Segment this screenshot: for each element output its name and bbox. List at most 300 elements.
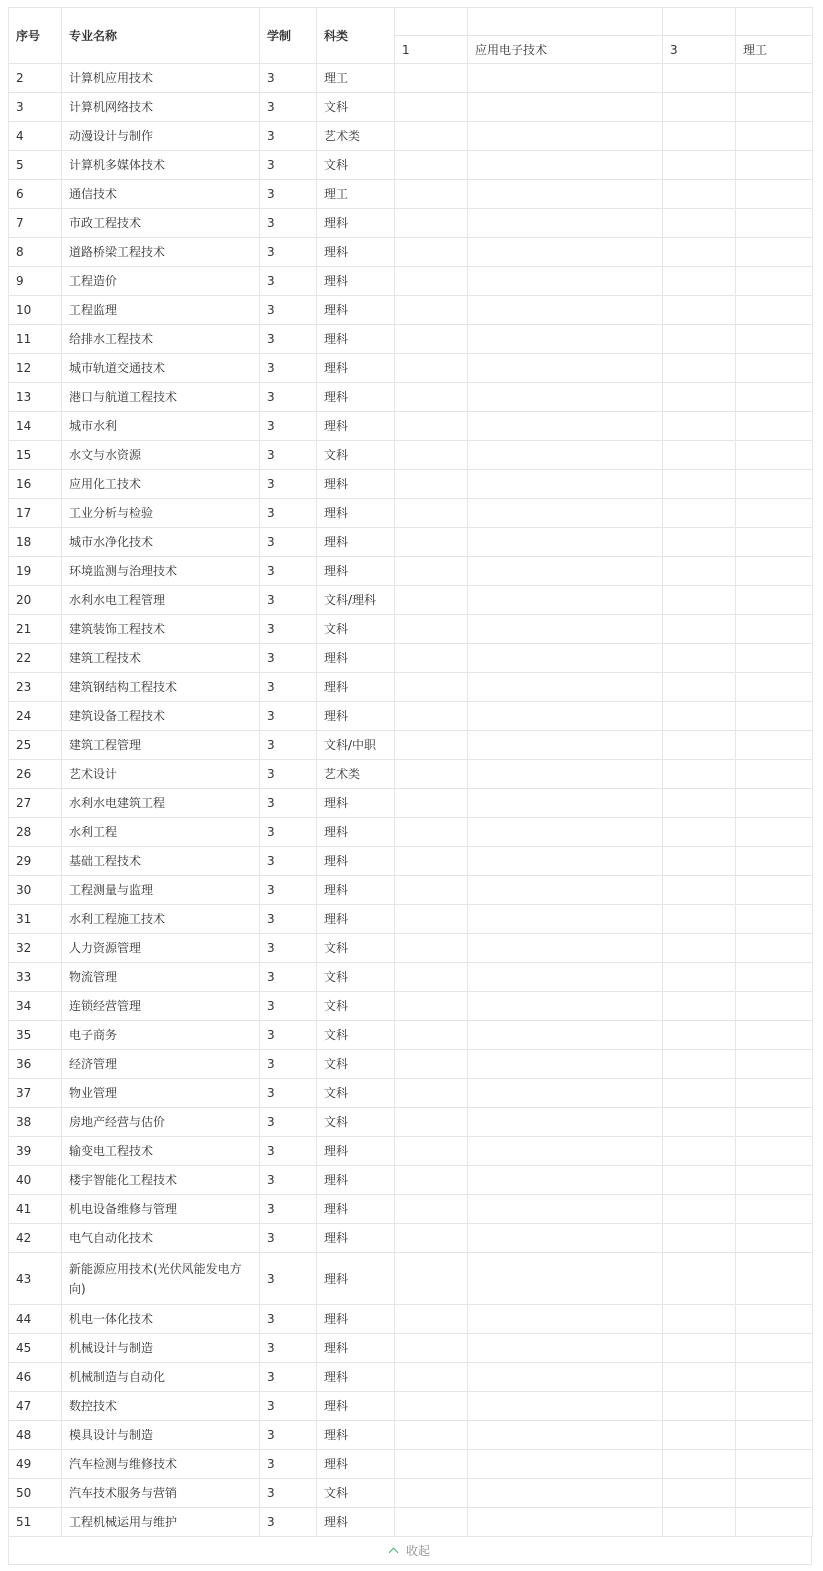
cell-no: 7 <box>9 209 62 238</box>
cell-category: 文科 <box>317 963 395 992</box>
cell-category: 文科/中职 <box>317 731 395 760</box>
empty-cell <box>468 1079 663 1108</box>
empty-cell <box>736 615 813 644</box>
table-row <box>9 876 813 905</box>
collapse-label: 收起 <box>405 1543 430 1558</box>
empty-cell <box>736 296 813 325</box>
table-row <box>9 325 813 354</box>
table-row <box>9 760 813 789</box>
empty-cell <box>736 1508 813 1537</box>
cell-name: 基础工程技术 <box>62 847 260 876</box>
cell-no: 45 <box>9 1334 62 1363</box>
majors-table-wrapper <box>8 7 812 1537</box>
empty-cell <box>468 238 663 267</box>
empty-cell <box>736 93 813 122</box>
table-row <box>9 354 813 383</box>
empty-cell <box>736 1166 813 1195</box>
empty-cell <box>663 1166 736 1195</box>
empty-cell <box>395 992 468 1021</box>
table-row <box>9 180 813 209</box>
cell-category: 理科 <box>317 557 395 586</box>
empty-cell <box>736 354 813 383</box>
empty-cell <box>395 847 468 876</box>
empty-cell <box>395 180 468 209</box>
empty-cell <box>468 1224 663 1253</box>
table-row <box>9 383 813 412</box>
cell-no: 2 <box>9 64 62 93</box>
cell-years: 3 <box>260 1392 317 1421</box>
cell-name: 城市水净化技术 <box>62 528 260 557</box>
cell-years: 3 <box>260 1021 317 1050</box>
empty-cell <box>395 209 468 238</box>
empty-cell <box>663 1253 736 1305</box>
cell-no: 3 <box>9 93 62 122</box>
empty-cell <box>395 1363 468 1392</box>
empty-cell <box>468 1450 663 1479</box>
empty-cell <box>736 441 813 470</box>
table-row <box>9 1253 813 1305</box>
cell-years: 3 <box>260 354 317 383</box>
cell-category: 理科 <box>317 499 395 528</box>
cell-years: 3 <box>260 1253 317 1305</box>
cell-years: 3 <box>260 1479 317 1508</box>
empty-cell <box>736 1305 813 1334</box>
cell-years: 3 <box>260 1108 317 1137</box>
empty-cell <box>663 615 736 644</box>
empty-cell <box>663 1334 736 1363</box>
empty-cell <box>468 557 663 586</box>
empty-cell <box>395 905 468 934</box>
empty-cell <box>395 1050 468 1079</box>
cell-name: 建筑工程管理 <box>62 731 260 760</box>
empty-cell <box>736 122 813 151</box>
empty-cell <box>395 789 468 818</box>
empty-cell <box>736 1392 813 1421</box>
cell-no: 35 <box>9 1021 62 1050</box>
cell-years: 3 <box>260 1450 317 1479</box>
empty-cell <box>468 1479 663 1508</box>
empty-cell <box>468 1421 663 1450</box>
empty-cell <box>736 557 813 586</box>
cell-years: 3 <box>260 557 317 586</box>
cell-years: 3 <box>260 789 317 818</box>
header-years: 学制 <box>260 8 317 64</box>
cell-years: 3 <box>260 1079 317 1108</box>
empty-cell <box>395 93 468 122</box>
empty-cell <box>736 325 813 354</box>
cell-category: 文科 <box>317 151 395 180</box>
cell-years: 3 <box>260 615 317 644</box>
empty-cell <box>663 1108 736 1137</box>
cell-category: 理科 <box>317 876 395 905</box>
cell-name: 给排水工程技术 <box>62 325 260 354</box>
empty-cell <box>395 8 468 36</box>
empty-cell <box>736 1479 813 1508</box>
cell-years: 3 <box>260 731 317 760</box>
empty-cell <box>736 412 813 441</box>
cell-category: 文科 <box>317 1479 395 1508</box>
empty-cell <box>736 1195 813 1224</box>
cell-name: 机电一体化技术 <box>62 1305 260 1334</box>
empty-cell <box>736 847 813 876</box>
cell-name: 应用化工技术 <box>62 470 260 499</box>
empty-cell <box>663 180 736 209</box>
table-row <box>9 934 813 963</box>
cell-no: 26 <box>9 760 62 789</box>
cell-no: 33 <box>9 963 62 992</box>
empty-cell <box>395 354 468 383</box>
table-row <box>9 151 813 180</box>
cell-category: 文科 <box>317 1079 395 1108</box>
table-row <box>9 1079 813 1108</box>
empty-cell <box>395 1224 468 1253</box>
empty-cell <box>736 586 813 615</box>
empty-cell <box>663 1508 736 1537</box>
cell-no: 18 <box>9 528 62 557</box>
cell-years: 3 <box>260 1050 317 1079</box>
cell-name: 房地产经营与估价 <box>62 1108 260 1137</box>
cell-name: 艺术设计 <box>62 760 260 789</box>
cell-name: 建筑设备工程技术 <box>62 702 260 731</box>
empty-cell <box>395 238 468 267</box>
empty-cell <box>468 1021 663 1050</box>
cell-category: 理科 <box>317 1421 395 1450</box>
table-row <box>9 992 813 1021</box>
empty-cell <box>395 1479 468 1508</box>
empty-cell <box>395 1392 468 1421</box>
cell-name: 水利工程 <box>62 818 260 847</box>
cell-no: 19 <box>9 557 62 586</box>
empty-cell <box>468 64 663 93</box>
cell-name: 应用电子技术 <box>468 36 663 64</box>
table-row <box>9 789 813 818</box>
empty-cell <box>736 673 813 702</box>
cell-no: 28 <box>9 818 62 847</box>
empty-cell <box>736 180 813 209</box>
table-row <box>9 1224 813 1253</box>
cell-name: 新能源应用技术(光伏风能发电方向) <box>62 1253 260 1305</box>
cell-no: 49 <box>9 1450 62 1479</box>
empty-cell <box>736 644 813 673</box>
chevron-up-icon <box>389 1547 399 1557</box>
empty-cell <box>663 151 736 180</box>
empty-cell <box>468 1363 663 1392</box>
table-row <box>9 557 813 586</box>
empty-cell <box>663 209 736 238</box>
cell-category: 文科 <box>317 1021 395 1050</box>
cell-years: 3 <box>260 383 317 412</box>
cell-category: 文科 <box>317 1050 395 1079</box>
cell-years: 3 <box>260 1363 317 1392</box>
cell-name: 通信技术 <box>62 180 260 209</box>
cell-category: 理科 <box>317 1334 395 1363</box>
cell-category: 文科/理科 <box>317 586 395 615</box>
empty-cell <box>736 934 813 963</box>
cell-years: 3 <box>260 238 317 267</box>
cell-name: 水文与水资源 <box>62 441 260 470</box>
cell-category: 理科 <box>317 412 395 441</box>
cell-years: 3 <box>260 905 317 934</box>
cell-category: 文科 <box>317 1108 395 1137</box>
empty-cell <box>736 789 813 818</box>
empty-cell <box>468 760 663 789</box>
cell-name: 动漫设计与制作 <box>62 122 260 151</box>
table-row <box>9 963 813 992</box>
cell-years: 3 <box>260 992 317 1021</box>
collapse-button[interactable] <box>8 1536 812 1565</box>
table-row <box>9 1363 813 1392</box>
empty-cell <box>395 151 468 180</box>
empty-cell <box>736 1137 813 1166</box>
empty-cell <box>395 1108 468 1137</box>
empty-cell <box>663 644 736 673</box>
cell-name: 建筑钢结构工程技术 <box>62 673 260 702</box>
empty-cell <box>395 296 468 325</box>
table-row <box>9 615 813 644</box>
empty-cell <box>663 963 736 992</box>
cell-category: 理工 <box>317 180 395 209</box>
table-row <box>9 93 813 122</box>
cell-years: 3 <box>260 818 317 847</box>
cell-no: 25 <box>9 731 62 760</box>
cell-name: 物流管理 <box>62 963 260 992</box>
table-row <box>9 1166 813 1195</box>
empty-cell <box>663 296 736 325</box>
empty-cell <box>736 1253 813 1305</box>
table-row <box>9 412 813 441</box>
cell-name: 汽车技术服务与营销 <box>62 1479 260 1508</box>
empty-cell <box>736 1079 813 1108</box>
cell-name: 机械制造与自动化 <box>62 1363 260 1392</box>
cell-years: 3 <box>260 1305 317 1334</box>
empty-cell <box>468 470 663 499</box>
empty-cell <box>395 1195 468 1224</box>
empty-cell <box>468 1334 663 1363</box>
cell-no: 5 <box>9 151 62 180</box>
table-row <box>9 1137 813 1166</box>
empty-cell <box>395 615 468 644</box>
empty-cell <box>468 151 663 180</box>
cell-category: 文科 <box>317 93 395 122</box>
cell-category: 理科 <box>317 1224 395 1253</box>
empty-cell <box>468 267 663 296</box>
empty-cell <box>663 8 736 36</box>
empty-cell <box>663 1305 736 1334</box>
empty-cell <box>736 267 813 296</box>
cell-years: 3 <box>260 441 317 470</box>
cell-years: 3 <box>260 412 317 441</box>
cell-category: 文科 <box>317 992 395 1021</box>
table-row <box>9 731 813 760</box>
empty-cell <box>395 557 468 586</box>
cell-no: 12 <box>9 354 62 383</box>
cell-no: 21 <box>9 615 62 644</box>
cell-no: 50 <box>9 1479 62 1508</box>
empty-cell <box>663 64 736 93</box>
empty-cell <box>395 267 468 296</box>
cell-category: 理科 <box>317 905 395 934</box>
empty-cell <box>663 557 736 586</box>
empty-cell <box>468 818 663 847</box>
cell-no: 51 <box>9 1508 62 1537</box>
cell-years: 3 <box>260 963 317 992</box>
header-category: 科类 <box>317 8 395 64</box>
empty-cell <box>468 93 663 122</box>
table-row <box>9 267 813 296</box>
cell-name: 电气自动化技术 <box>62 1224 260 1253</box>
cell-no: 32 <box>9 934 62 963</box>
cell-category: 理科 <box>317 1137 395 1166</box>
empty-cell <box>468 441 663 470</box>
empty-cell <box>736 238 813 267</box>
empty-cell <box>736 470 813 499</box>
empty-cell <box>395 963 468 992</box>
empty-cell <box>736 731 813 760</box>
empty-cell <box>736 905 813 934</box>
cell-category: 理科 <box>317 847 395 876</box>
empty-cell <box>395 470 468 499</box>
empty-cell <box>468 1508 663 1537</box>
empty-cell <box>468 1253 663 1305</box>
empty-cell <box>663 1450 736 1479</box>
table-row <box>9 1108 813 1137</box>
cell-category: 文科 <box>317 934 395 963</box>
cell-category: 理科 <box>317 1392 395 1421</box>
table-row <box>9 1392 813 1421</box>
empty-cell <box>468 934 663 963</box>
cell-no: 38 <box>9 1108 62 1137</box>
table-body <box>9 8 813 1537</box>
empty-cell <box>395 1334 468 1363</box>
empty-cell <box>395 1079 468 1108</box>
cell-years: 3 <box>260 528 317 557</box>
empty-cell <box>468 1166 663 1195</box>
table-row <box>9 644 813 673</box>
empty-cell <box>395 1253 468 1305</box>
empty-cell <box>736 963 813 992</box>
empty-cell <box>736 992 813 1021</box>
empty-cell <box>663 1195 736 1224</box>
cell-years: 3 <box>260 151 317 180</box>
cell-category: 艺术类 <box>317 760 395 789</box>
cell-name: 连锁经营管理 <box>62 992 260 1021</box>
cell-no: 10 <box>9 296 62 325</box>
cell-category: 理科 <box>317 789 395 818</box>
empty-cell <box>468 354 663 383</box>
empty-cell <box>736 8 813 36</box>
empty-cell <box>395 1166 468 1195</box>
empty-cell <box>736 760 813 789</box>
empty-cell <box>736 1450 813 1479</box>
table-row <box>9 528 813 557</box>
cell-category: 理科 <box>317 702 395 731</box>
empty-cell <box>663 1050 736 1079</box>
empty-cell <box>468 209 663 238</box>
empty-cell <box>736 1021 813 1050</box>
cell-name: 工程测量与监理 <box>62 876 260 905</box>
cell-name: 机电设备维修与管理 <box>62 1195 260 1224</box>
cell-no: 11 <box>9 325 62 354</box>
empty-cell <box>663 1479 736 1508</box>
cell-no: 40 <box>9 1166 62 1195</box>
cell-no: 39 <box>9 1137 62 1166</box>
cell-no: 47 <box>9 1392 62 1421</box>
empty-cell <box>736 1224 813 1253</box>
cell-name: 建筑工程技术 <box>62 644 260 673</box>
cell-years: 3 <box>260 470 317 499</box>
cell-name: 港口与航道工程技术 <box>62 383 260 412</box>
empty-cell <box>395 876 468 905</box>
empty-cell <box>468 615 663 644</box>
empty-cell <box>663 1137 736 1166</box>
cell-no: 41 <box>9 1195 62 1224</box>
cell-name: 工程机械运用与维护 <box>62 1508 260 1537</box>
cell-no: 14 <box>9 412 62 441</box>
empty-cell <box>468 1392 663 1421</box>
cell-no: 34 <box>9 992 62 1021</box>
cell-category: 理科 <box>317 470 395 499</box>
cell-name: 计算机应用技术 <box>62 64 260 93</box>
empty-cell <box>468 992 663 1021</box>
empty-cell <box>468 644 663 673</box>
empty-cell <box>736 383 813 412</box>
empty-cell <box>468 383 663 412</box>
cell-name: 模具设计与制造 <box>62 1421 260 1450</box>
empty-cell <box>395 528 468 557</box>
cell-name: 环境监测与治理技术 <box>62 557 260 586</box>
empty-cell <box>736 209 813 238</box>
empty-cell <box>395 383 468 412</box>
table-row <box>9 499 813 528</box>
cell-years: 3 <box>260 760 317 789</box>
empty-cell <box>663 586 736 615</box>
empty-cell <box>663 876 736 905</box>
cell-years: 3 <box>260 1421 317 1450</box>
empty-cell <box>736 1363 813 1392</box>
empty-cell <box>395 122 468 151</box>
cell-no: 36 <box>9 1050 62 1079</box>
cell-years: 3 <box>260 122 317 151</box>
cell-name: 经济管理 <box>62 1050 260 1079</box>
cell-category: 理科 <box>317 673 395 702</box>
cell-name: 工程监理 <box>62 296 260 325</box>
cell-no: 46 <box>9 1363 62 1392</box>
header-no: 序号 <box>9 8 62 64</box>
cell-name: 物业管理 <box>62 1079 260 1108</box>
empty-cell <box>663 1421 736 1450</box>
cell-years: 3 <box>260 296 317 325</box>
empty-cell <box>663 760 736 789</box>
empty-cell <box>663 934 736 963</box>
empty-cell <box>468 1195 663 1224</box>
cell-no: 16 <box>9 470 62 499</box>
empty-cell <box>663 731 736 760</box>
cell-no: 17 <box>9 499 62 528</box>
cell-no: 29 <box>9 847 62 876</box>
cell-name: 电子商务 <box>62 1021 260 1050</box>
empty-cell <box>395 702 468 731</box>
empty-cell <box>468 905 663 934</box>
table-row <box>9 586 813 615</box>
empty-cell <box>395 499 468 528</box>
empty-cell <box>468 702 663 731</box>
empty-cell <box>663 702 736 731</box>
cell-category: 理科 <box>317 267 395 296</box>
empty-cell <box>468 1137 663 1166</box>
empty-cell <box>468 8 663 36</box>
empty-cell <box>663 905 736 934</box>
empty-cell <box>736 876 813 905</box>
